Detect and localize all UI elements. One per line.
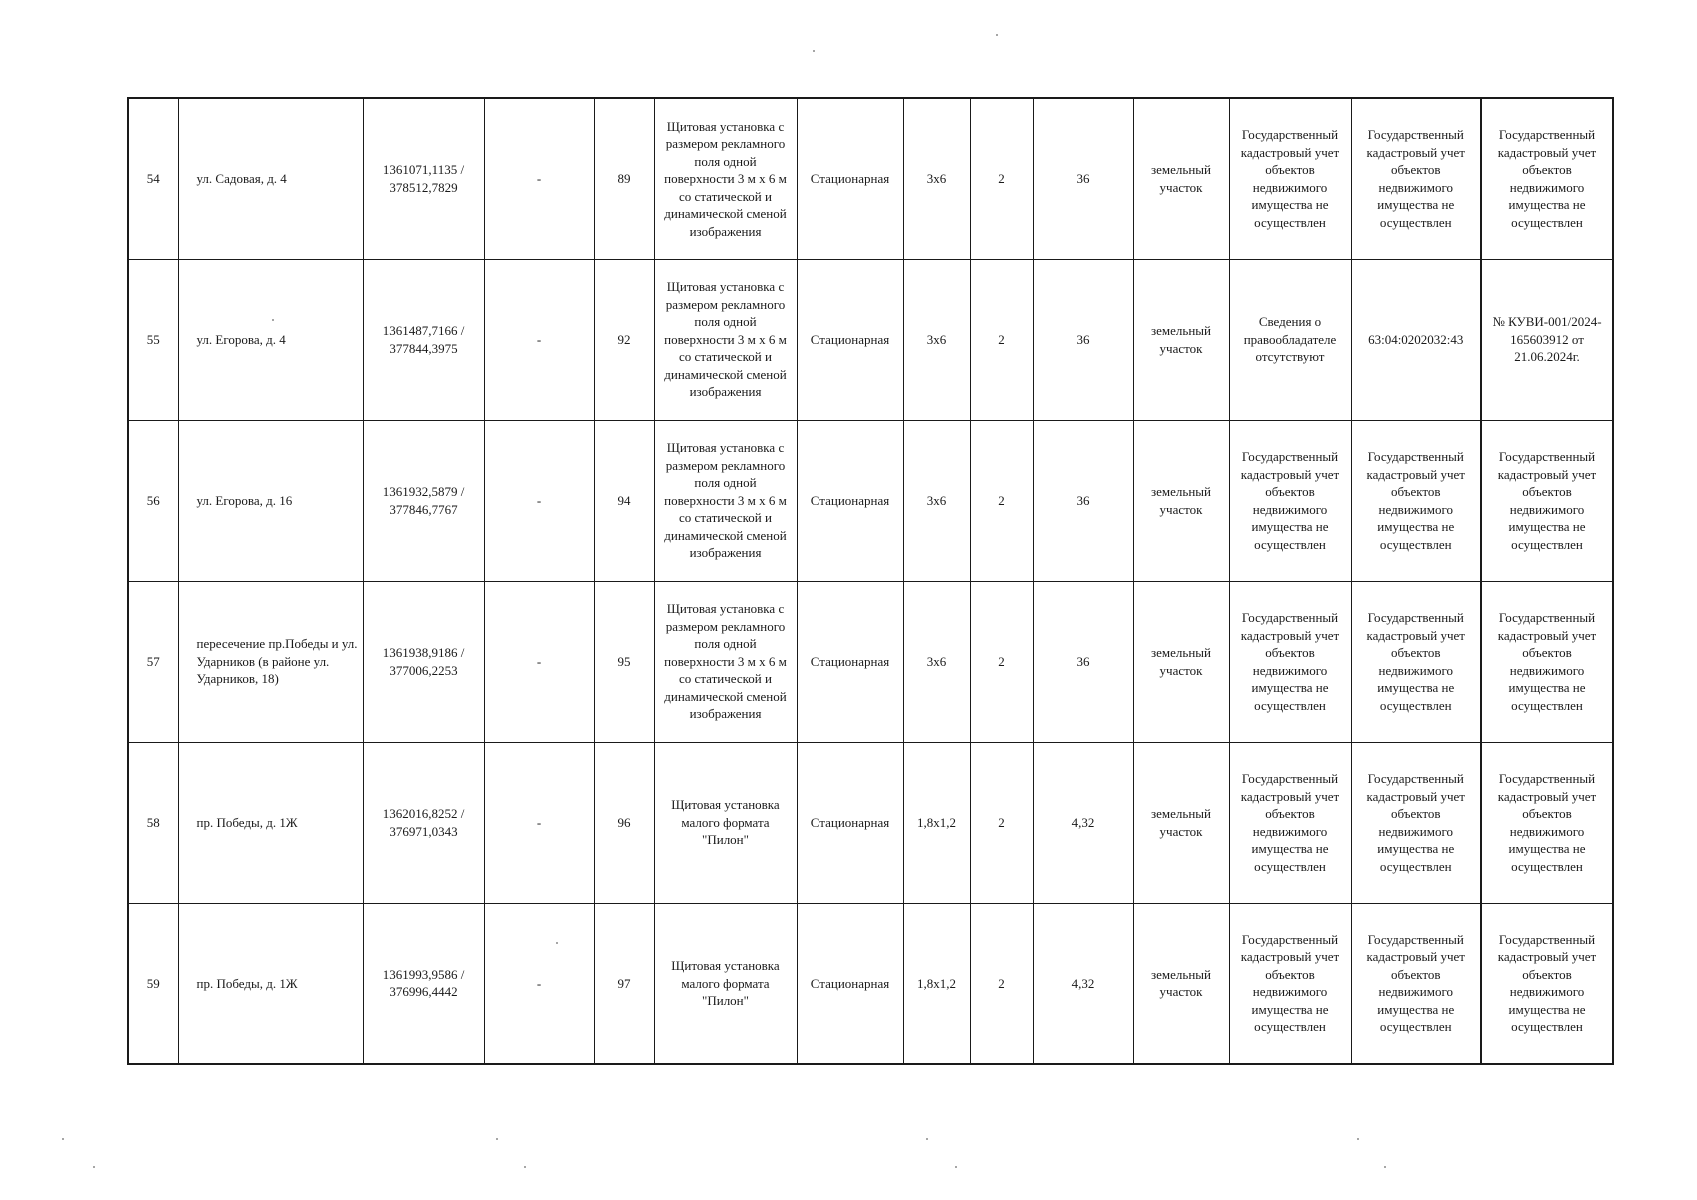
scan-speck: [272, 319, 274, 321]
owner-cell: Государственный кадастровый учет объектов недвижимого имущества не осуществлен: [1229, 903, 1351, 1064]
coordinates-cell: 1361938,9186 / 377006,2253: [363, 581, 484, 742]
dash-cell: -: [484, 259, 594, 420]
sides-cell: 2: [970, 259, 1033, 420]
row-number: 57: [128, 581, 178, 742]
row-number: 54: [128, 98, 178, 259]
installation-type-cell: Стационарная: [797, 903, 903, 1064]
scan-speck: [926, 1138, 928, 1140]
cadastral-number-cell: Государственный кадастровый учет объектов недвижимого имущества не осуществлен: [1351, 742, 1481, 903]
dash-cell: -: [484, 98, 594, 259]
dash-cell: -: [484, 420, 594, 581]
owner-cell: Государственный кадастровый учет объектов недвижимого имущества не осуществлен: [1229, 420, 1351, 581]
land-cell: земельный участок: [1133, 581, 1229, 742]
sides-cell: 2: [970, 903, 1033, 1064]
extract-cell: Государственный кадастровый учет объектов недвижимого имущества не осуществлен: [1481, 98, 1613, 259]
position-number-cell: 89: [594, 98, 654, 259]
table-row: [128, 581, 1613, 742]
extract-cell: № КУВИ-001/2024-165603912 от 21.06.2024г.: [1481, 259, 1613, 420]
table-row: [128, 742, 1613, 903]
construction-type-cell: Щитовая установка с размером рекламного поля одной поверхности 3 м х 6 м со статической и динамической сменой изображения: [654, 259, 797, 420]
construction-type-cell: Щитовая установка с размером рекламного поля одной поверхности 3 м х 6 м со статической и динамической сменой изображения: [654, 98, 797, 259]
owner-cell: Государственный кадастровый учет объектов недвижимого имущества не осуществлен: [1229, 98, 1351, 259]
advertising-structures-table: [127, 97, 1614, 1065]
land-cell: земельный участок: [1133, 742, 1229, 903]
owner-cell: Государственный кадастровый учет объектов недвижимого имущества не осуществлен: [1229, 742, 1351, 903]
coordinates-cell: 1361071,1135 / 378512,7829: [363, 98, 484, 259]
dash-cell: -: [484, 581, 594, 742]
row-number: 59: [128, 903, 178, 1064]
installation-type-cell: Стационарная: [797, 420, 903, 581]
position-number-cell: 97: [594, 903, 654, 1064]
land-cell: земельный участок: [1133, 259, 1229, 420]
construction-type-cell: Щитовая установка малого формата "Пилон": [654, 903, 797, 1064]
size-cell: 3х6: [903, 420, 970, 581]
table-row: [128, 98, 1613, 259]
area-cell: 36: [1033, 259, 1133, 420]
address-cell: пр. Победы, д. 1Ж: [178, 742, 363, 903]
scan-speck: [93, 1166, 95, 1168]
area-cell: 36: [1033, 581, 1133, 742]
scan-speck: [996, 34, 998, 36]
land-cell: земельный участок: [1133, 420, 1229, 581]
extract-cell: Государственный кадастровый учет объектов недвижимого имущества не осуществлен: [1481, 581, 1613, 742]
construction-type-cell: Щитовая установка с размером рекламного поля одной поверхности 3 м х 6 м со статической и динамической сменой изображения: [654, 420, 797, 581]
coordinates-cell: 1361932,5879 / 377846,7767: [363, 420, 484, 581]
cadastral-number-cell: 63:04:0202032:43: [1351, 259, 1481, 420]
table-row: [128, 903, 1613, 1064]
address-cell: ул. Егорова, д. 4: [178, 259, 363, 420]
address-cell: ул. Садовая, д. 4: [178, 98, 363, 259]
scan-speck: [813, 50, 815, 52]
dash-cell: -: [484, 903, 594, 1064]
sides-cell: 2: [970, 98, 1033, 259]
extract-cell: Государственный кадастровый учет объектов недвижимого имущества не осуществлен: [1481, 903, 1613, 1064]
construction-type-cell: Щитовая установка с размером рекламного поля одной поверхности 3 м х 6 м со статической и динамической сменой изображения: [654, 581, 797, 742]
table-row: [128, 259, 1613, 420]
size-cell: 3х6: [903, 259, 970, 420]
cadastral-number-cell: Государственный кадастровый учет объектов недвижимого имущества не осуществлен: [1351, 903, 1481, 1064]
row-number: 58: [128, 742, 178, 903]
row-number: 56: [128, 420, 178, 581]
area-cell: 4,32: [1033, 742, 1133, 903]
area-cell: 4,32: [1033, 903, 1133, 1064]
position-number-cell: 94: [594, 420, 654, 581]
size-cell: 3х6: [903, 98, 970, 259]
land-cell: земельный участок: [1133, 903, 1229, 1064]
coordinates-cell: 1362016,8252 / 376971,0343: [363, 742, 484, 903]
cadastral-number-cell: Государственный кадастровый учет объектов недвижимого имущества не осуществлен: [1351, 581, 1481, 742]
cadastral-number-cell: Государственный кадастровый учет объектов недвижимого имущества не осуществлен: [1351, 420, 1481, 581]
scan-speck: [955, 1166, 957, 1168]
scan-speck: [62, 1138, 64, 1140]
scan-speck: [556, 942, 558, 944]
row-number: 55: [128, 259, 178, 420]
sides-cell: 2: [970, 581, 1033, 742]
scan-speck: [1384, 1166, 1386, 1168]
coordinates-cell: 1361487,7166 / 377844,3975: [363, 259, 484, 420]
coordinates-cell: 1361993,9586 / 376996,4442: [363, 903, 484, 1064]
area-cell: 36: [1033, 420, 1133, 581]
scan-speck: [1357, 1138, 1359, 1140]
installation-type-cell: Стационарная: [797, 581, 903, 742]
address-cell: пр. Победы, д. 1Ж: [178, 903, 363, 1064]
sides-cell: 2: [970, 420, 1033, 581]
address-cell: пересечение пр.Победы и ул. Ударников (в районе ул. Ударников, 18): [178, 581, 363, 742]
scan-speck: [524, 1166, 526, 1168]
sides-cell: 2: [970, 742, 1033, 903]
extract-cell: Государственный кадастровый учет объектов недвижимого имущества не осуществлен: [1481, 420, 1613, 581]
installation-type-cell: Стационарная: [797, 742, 903, 903]
size-cell: 1,8х1,2: [903, 742, 970, 903]
size-cell: 3х6: [903, 581, 970, 742]
position-number-cell: 95: [594, 581, 654, 742]
extract-cell: Государственный кадастровый учет объектов недвижимого имущества не осуществлен: [1481, 742, 1613, 903]
scan-speck: [496, 1138, 498, 1140]
table-row: [128, 420, 1613, 581]
land-cell: земельный участок: [1133, 98, 1229, 259]
cadastral-number-cell: Государственный кадастровый учет объектов недвижимого имущества не осуществлен: [1351, 98, 1481, 259]
dash-cell: -: [484, 742, 594, 903]
owner-cell: Государственный кадастровый учет объектов недвижимого имущества не осуществлен: [1229, 581, 1351, 742]
position-number-cell: 96: [594, 742, 654, 903]
position-number-cell: 92: [594, 259, 654, 420]
size-cell: 1,8х1,2: [903, 903, 970, 1064]
construction-type-cell: Щитовая установка малого формата "Пилон": [654, 742, 797, 903]
address-cell: ул. Егорова, д. 16: [178, 420, 363, 581]
area-cell: 36: [1033, 98, 1133, 259]
owner-cell: Сведения о правообладателе отсутствуют: [1229, 259, 1351, 420]
installation-type-cell: Стационарная: [797, 259, 903, 420]
installation-type-cell: Стационарная: [797, 98, 903, 259]
